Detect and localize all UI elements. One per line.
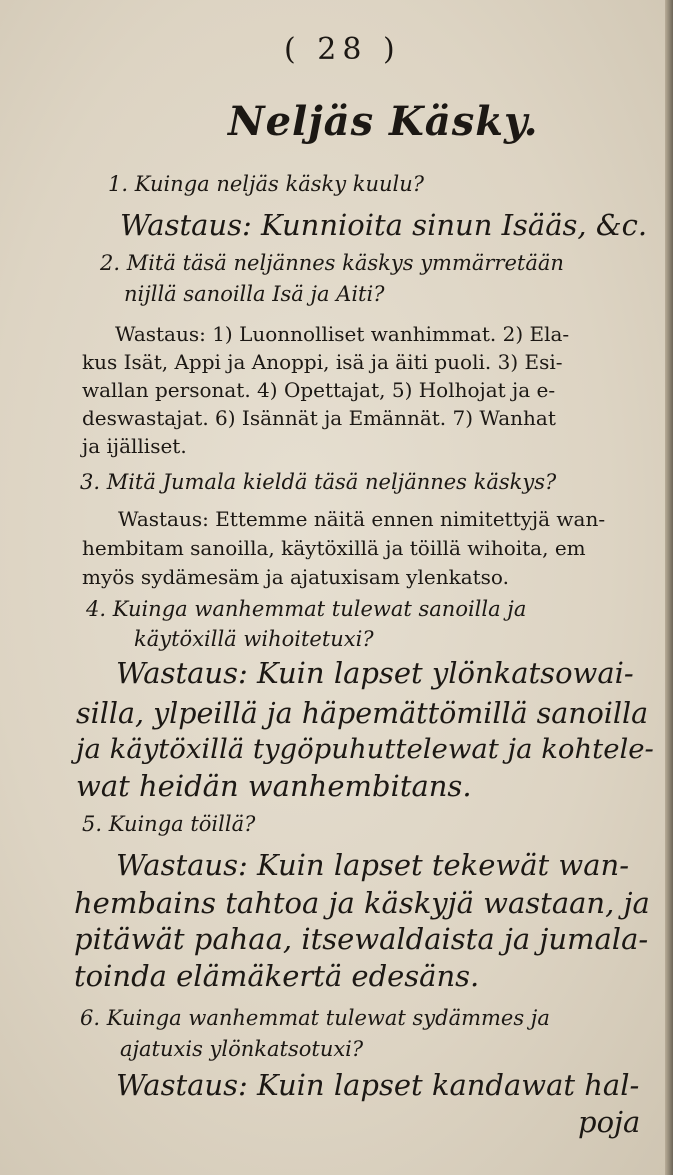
question-line: nijllä sanoilla Isä ja Aiti?	[124, 282, 385, 306]
answer-line: wallan personat. 4) Opettajat, 5) Holhojat ja e-	[82, 378, 556, 402]
catchword: poja	[578, 1105, 641, 1139]
question-line: 6. Kuinga wanhemmat tulewat sydämmes ja	[80, 1006, 550, 1030]
answer-line: myös sydämesäm ja ajatuxisam ylenkatso.	[82, 565, 509, 589]
page-edge-shadow	[665, 0, 673, 1175]
answer-line: Wastaus: Kuin lapset tekewät wan-	[116, 848, 629, 882]
question-line: 1. Kuinga neljäs käsky kuulu?	[108, 172, 425, 196]
question-line: 2. Mitä täsä neljännes käskys ymmärretään	[100, 251, 564, 275]
answer-line: pitäwät pahaa, itsewaldaista ja jumala-	[74, 922, 649, 956]
page-number: ( 28 )	[284, 32, 401, 67]
answer-line: Wastaus: 1) Luonnolliset wanhimmat. 2) Ela-	[115, 322, 570, 346]
question-line: käytöxillä wihoitetuxi?	[134, 627, 374, 651]
answer-line: Wastaus: Kuin lapset ylönkatsowai-	[116, 656, 634, 690]
answer-line: wat heidän wanhembitans.	[76, 769, 472, 803]
answer-line: hembains tahtoa ja käskyjä wastaan, ja	[74, 886, 650, 920]
answer-line: toinda elämäkertä edesäns.	[74, 959, 480, 993]
page-heading: Neljäs Käsky.	[228, 98, 539, 145]
answer-line: ja käytöxillä tygöpuhuttelewat ja kohtele-	[76, 733, 654, 765]
answer-line: Wastaus: Kuin lapset kandawat hal-	[116, 1068, 640, 1102]
question-line: 4. Kuinga wanhemmat tulewat sanoilla ja	[86, 597, 527, 621]
question-line: 5. Kuinga töillä?	[82, 812, 256, 836]
answer-line: ja ijälliset.	[82, 434, 187, 458]
answer-line: kus Isät, Appi ja Anoppi, isä ja äiti puoli. 3) Esi-	[82, 350, 563, 374]
answer-line: hembitam sanoilla, käytöxillä ja töillä wihoita, em	[82, 536, 586, 560]
answer-line: silla, ylpeillä ja häpemättömillä sanoilla	[76, 697, 649, 730]
answer-line: Wastaus: Ettemme näitä ennen nimitettyjä wan-	[118, 507, 606, 531]
question-line: 3. Mitä Jumala kieldä täsä neljännes käskys?	[80, 470, 557, 494]
answer-line: Wastaus: Kunnioita sinun Isääs, &c.	[120, 208, 648, 242]
answer-line: deswastajat. 6) Isännät ja Emännät. 7) Wanhat	[82, 406, 556, 430]
question-line: ajatuxis ylönkatsotuxi?	[120, 1037, 364, 1061]
